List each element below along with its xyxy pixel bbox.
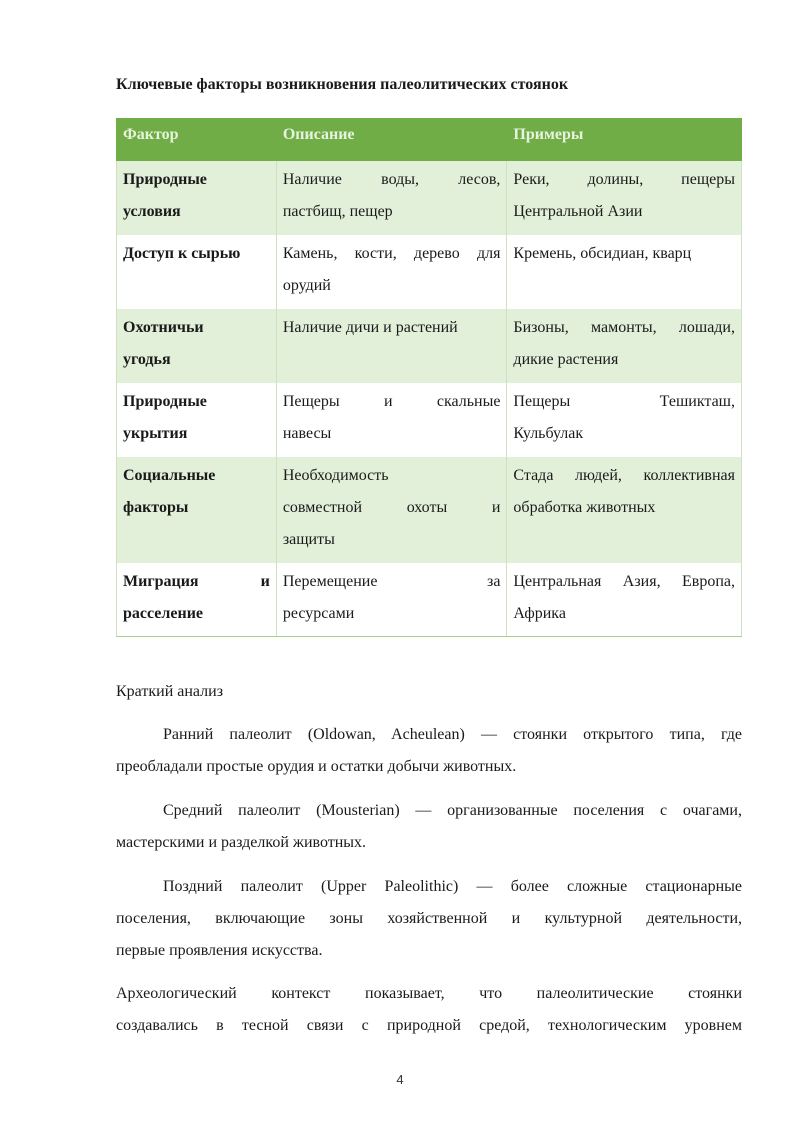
factor-line: Миграция и bbox=[123, 572, 270, 590]
factor-line: факторы bbox=[123, 498, 189, 516]
paragraph-line: Средний палеолит (Mousterian) — организованные поселения с очагами, bbox=[163, 802, 742, 819]
examples-cell bbox=[507, 383, 742, 457]
paragraph-line: Археологический контекст показывает, что палеолитические стоянки bbox=[116, 985, 742, 1002]
table-row bbox=[117, 235, 742, 309]
factor-line: Природные bbox=[123, 171, 207, 188]
table-row bbox=[117, 383, 742, 457]
paragraph-line: поселения, включающие зоны хозяйственной и культурной деятельности, bbox=[116, 910, 742, 927]
examples-line: Кремень, обсидиан, кварц bbox=[513, 244, 692, 262]
description-cell bbox=[276, 563, 507, 637]
paragraph-line: Ранний палеолит (Oldowan, Acheulean) — стоянки открытого типа, где bbox=[163, 726, 742, 743]
factor-cell bbox=[117, 563, 277, 637]
paragraph-early-paleolithic bbox=[116, 719, 742, 783]
description-cell bbox=[276, 161, 507, 235]
description-line: навесы bbox=[282, 424, 332, 442]
examples-line: обработка животных bbox=[513, 498, 656, 516]
table-title: Ключевые факторы возникновения палеолитических стоянок bbox=[116, 76, 569, 93]
paragraph-line: мастерскими и разделкой животных. bbox=[116, 834, 367, 851]
analysis-heading: Краткий анализ bbox=[116, 683, 224, 700]
description-line: Наличие дичи и растений bbox=[282, 318, 458, 336]
description-cell bbox=[276, 457, 507, 563]
description-line: совместной охоты и bbox=[282, 498, 501, 516]
examples-line: Бизоны, мамонты, лошади, bbox=[513, 318, 735, 336]
header-description: Описание bbox=[276, 119, 507, 161]
factor-line: укрытия bbox=[123, 424, 188, 442]
paragraph-line: Поздний палеолит (Upper Paleolithic) — более сложные стационарные bbox=[163, 878, 742, 895]
examples-cell bbox=[507, 235, 742, 309]
factor-line: Социальные bbox=[123, 466, 216, 484]
table-row bbox=[117, 563, 742, 637]
description-line: защиты bbox=[282, 530, 335, 548]
examples-cell bbox=[507, 457, 742, 563]
paragraph-archaeological-context bbox=[116, 978, 742, 1042]
examples-line: Пещеры Тешикташ, bbox=[513, 392, 735, 410]
table-row bbox=[117, 161, 742, 235]
table-header-row bbox=[117, 119, 742, 161]
description-line: ресурсами bbox=[282, 604, 355, 622]
examples-line: Центральная Азия, Европа, bbox=[513, 572, 735, 590]
examples-line: Африка bbox=[513, 604, 566, 622]
examples-line: дикие растения bbox=[513, 350, 619, 368]
factor-line: расселение bbox=[123, 604, 204, 622]
examples-cell bbox=[507, 161, 742, 235]
factor-cell bbox=[117, 457, 277, 563]
factor-line: Природные bbox=[123, 392, 207, 410]
factor-cell bbox=[117, 383, 277, 457]
examples-line: Центральной Азии bbox=[513, 203, 643, 220]
examples-line: Стада людей, коллективная bbox=[513, 466, 735, 484]
factor-line: условия bbox=[123, 203, 181, 220]
description-cell bbox=[276, 309, 507, 383]
description-line: Пещеры и скальные bbox=[282, 392, 501, 410]
description-line: Наличие воды, лесов, bbox=[282, 171, 501, 188]
examples-line: Реки, долины, пещеры bbox=[513, 171, 735, 188]
paragraph-middle-paleolithic bbox=[116, 795, 742, 859]
table-row bbox=[117, 309, 742, 383]
factor-line: угодья bbox=[123, 350, 171, 368]
factor-cell bbox=[117, 309, 277, 383]
factors-table bbox=[116, 118, 742, 637]
factor-line: Охотничьи bbox=[123, 318, 204, 336]
page-number: 4 bbox=[396, 1072, 404, 1087]
factor-cell bbox=[117, 161, 277, 235]
header-factor: Фактор bbox=[117, 119, 277, 161]
factor-cell bbox=[117, 235, 277, 309]
paragraph-upper-paleolithic bbox=[116, 871, 742, 967]
examples-line: Кульбулак bbox=[513, 424, 584, 442]
examples-cell bbox=[507, 563, 742, 637]
paragraph-line: преобладали простые орудия и остатки добычи животных. bbox=[116, 758, 517, 775]
factor-line: Доступ к сырью bbox=[123, 244, 241, 262]
description-line: орудий bbox=[282, 276, 331, 294]
description-line: Камень, кости, дерево для bbox=[282, 244, 501, 262]
description-line: Необходимость bbox=[282, 466, 389, 484]
table-row bbox=[117, 457, 742, 563]
description-cell bbox=[276, 235, 507, 309]
description-line: Перемещение за bbox=[282, 572, 501, 590]
description-line: пастбищ, пещер bbox=[282, 203, 393, 220]
header-examples: Примеры bbox=[507, 119, 742, 161]
examples-cell bbox=[507, 309, 742, 383]
paragraph-line: первые проявления искусства. bbox=[116, 942, 323, 959]
description-cell bbox=[276, 383, 507, 457]
paragraph-line: создавались в тесной связи с природной средой, технологическим уровнем bbox=[116, 1017, 742, 1034]
